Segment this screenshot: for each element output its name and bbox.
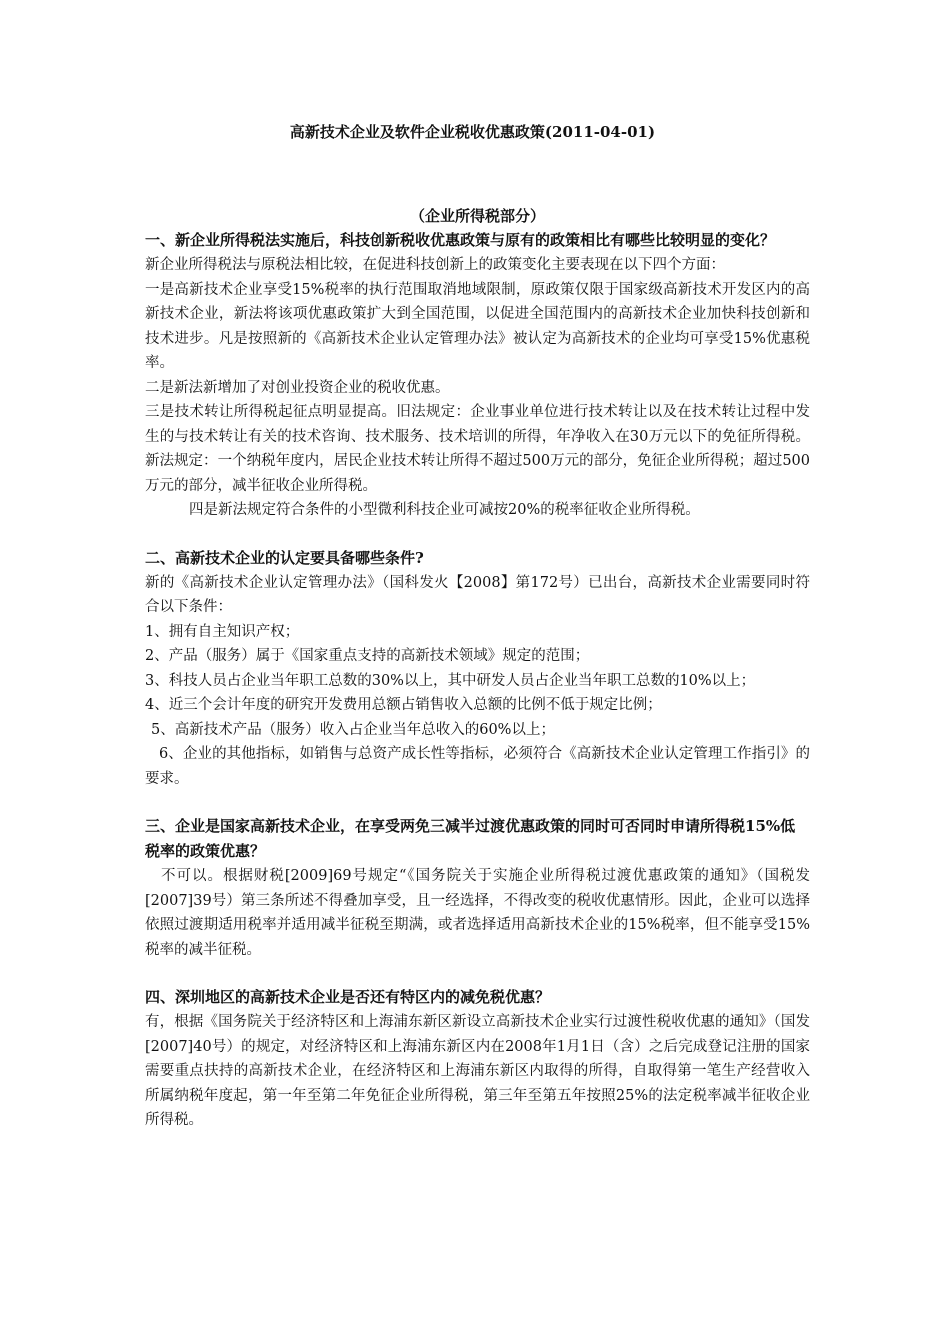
condition-item-6: 6、企业的其他指标，如销售与总资产成长性等指标，必须符合《高新技术企业认定管理工作指引》的要求。	[145, 746, 810, 787]
question-3-answer: 不可以。根据财税[2009]69号规定“《国务院关于实施企业所得税过渡优惠政策的通知》（国税发[2007]39号）第三条所述不得叠加享受，且一经选择，不得改变的税收优惠情形。因此，企业可以选择依照过渡期适用税率并适用减半征税至期满，或者选择适用高新技术企业的15%税率，但不能享受15%税率的减半征税。	[145, 868, 810, 958]
question-1-heading: 一、新企业所得税法实施后，科技创新税收优惠政策与原有的政策相比有哪些比较明显的变化？	[145, 231, 776, 249]
question-4-heading: 四、深圳地区的高新技术企业是否还有特区内的减免税优惠？	[145, 988, 551, 1006]
condition-item-2: 2、产品（服务）属于《国家重点支持的高新技术领域》规定的范围；	[145, 648, 590, 664]
question-2-intro: 新的《高新技术企业认定管理办法》（国科发火【2008】第172号）已出台，高新技术企业需要同时符合以下条件：	[145, 574, 810, 615]
section-label: （企业所得税部分）	[409, 207, 545, 225]
question-1-point-2: 二是新法新增加了对创业投资企业的税收优惠。	[145, 379, 450, 396]
question-4-answer: 有，根据《国务院关于经济特区和上海浦东新区新设立高新技术企业实行过渡性税收优惠的通知》（国发[2007]40号）的规定，对经济特区和上海浦东新区内在2008年1月1日（含）之后完成登记注册的国家需要重点扶持的高新技术企业，在经济特区和上海浦东新区内取得的所得，自取得第一笔生产经营收入所属纳税年度起，第一年至第二年免征企业所得税，第三年至第五年按照25%的法定税率减半征收企业所得税。	[145, 1014, 810, 1128]
spacer	[145, 523, 810, 546]
question-1-point-4: 四是新法规定符合条件的小型微利科技企业可减按20%的税率征收企业所得税。	[189, 502, 700, 518]
question-1-intro: 新企业所得税法与原税法相比较，在促进科技创新上的政策变化主要表现在以下四个方面：	[145, 257, 725, 273]
spacer	[145, 791, 810, 814]
question-1-point-3: 三是技术转让所得税起征点明显提高。旧法规定：企业事业单位进行技术转让以及在技术转让过程中发生的与技术转让有关的技术咨询、技术服务、技术培训的所得，年净收入在30万元以下的免征所得税。新法规定：一个纳税年度内，居民企业技术转让所得不超过500万元的部分，免征企业所得税；超过500万元的部分，减半征收企业所得税。	[145, 404, 810, 494]
document-title: 高新技术企业及软件企业税收优惠政策(2011-04-01)	[289, 123, 656, 141]
condition-item-5: 5、高新技术产品（服务）收入占企业当年总收入的60%以上；	[151, 721, 555, 738]
question-3-heading: 三、企业是国家高新技术企业，在享受两免三减半过渡优惠政策的同时可否同时申请所得税15%低税率的政策优惠？	[145, 817, 796, 860]
condition-item-4: 4、近三个会计年度的研究开发费用总额占销售收入总额的比例不低于规定比例；	[145, 697, 662, 713]
spacer	[145, 962, 810, 985]
condition-item-3: 3、科技人员占企业当年职工总数的30%以上，其中研发人员占企业当年职工总数的10%以上；	[145, 672, 756, 689]
question-2-heading: 二、高新技术企业的认定要具备哪些条件?	[145, 548, 424, 567]
condition-item-1: 1、拥有自主知识产权；	[145, 623, 300, 640]
document-page	[145, 120, 810, 1133]
question-1-point-1: 一是高新技术企业享受15%税率的执行范围取消地域限制，原政策仅限于国家级高新技术开发区内的高新技术企业，新法将该项优惠政策扩大到全国范围，以促进全国范围内的高新技术企业加快科技创新和技术进步。凡是按照新的《高新技术企业认定管理办法》被认定为高新技术的企业均可享受15%优惠税率。	[145, 281, 810, 371]
